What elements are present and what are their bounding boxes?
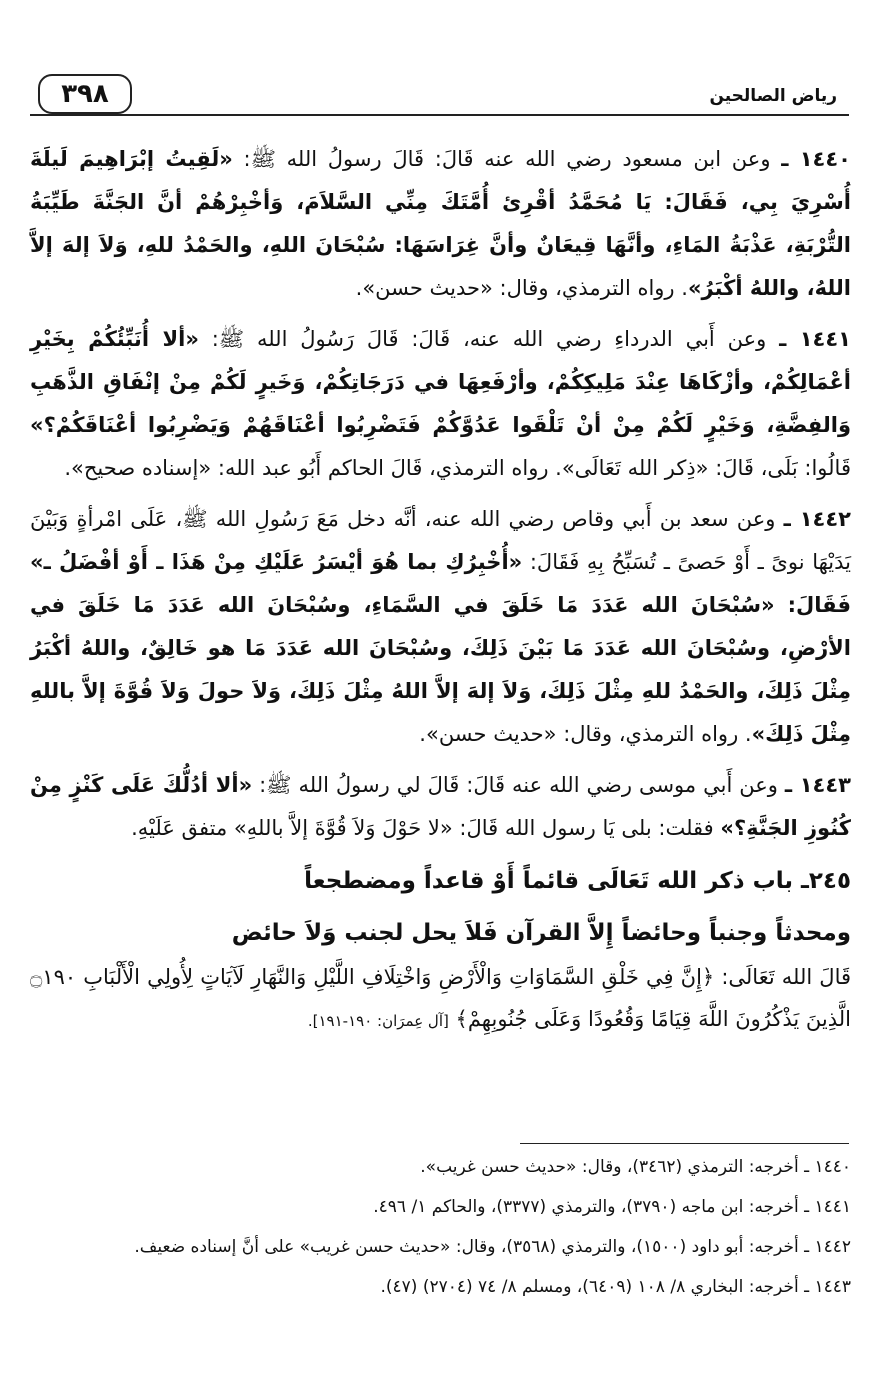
- page-number: ٣٩٨: [38, 74, 132, 114]
- chapter-heading-line-2: ومحدثاً وجنباً وحائضاً إِلاَّ القرآن فَلاَ يحل لجنب وَلاَ حائض: [231, 920, 851, 946]
- hadith-paragraph: [30, 764, 851, 850]
- quran-verse: [30, 956, 851, 1042]
- hadith-tail: فقلت: بلى يَا رسول الله قَالَ: «لا حَوْلَ وَلاَ قُوَّةَ إلاَّ باللهِ» متفق عَلَيْهِ.: [131, 816, 721, 840]
- verse-reference: [آل عِمرَان: ١٩٠-١٩١].: [307, 1012, 449, 1030]
- header-rule: [30, 114, 849, 116]
- footnotes: [30, 1150, 851, 1310]
- footnote: ١٤٤٢ ـ أخرجه: أبو داود (١٥٠٠)، والترمذي (٣٥٦٨)، وقال: «حديث حسن غريب» على أنَّ إسناده ضعيف.: [134, 1237, 851, 1257]
- footnote: ١٤٤٠ ـ أخرجه: الترمذي (٣٤٦٢)، وقال: «حديث حسن غريب».: [420, 1157, 851, 1177]
- verse-intro: قَالَ الله تَعَالَى:: [714, 965, 852, 989]
- hadith-lead: وعن ابن مسعود رضي الله عنه قَالَ: قَالَ رسولُ الله ﷺ:: [232, 147, 771, 171]
- hadith-paragraph: [30, 498, 851, 756]
- footnote-rule: [520, 1143, 849, 1144]
- hadith-quote: «ألا أدُلُّكَ عَلَى كَنْزٍ مِنْ كُنُوزِ الجَنَّةِ؟»: [30, 773, 851, 840]
- footnote: ١٤٤٣ ـ أخرجه: البخاري ٨/ ١٠٨ (٦٤٠٩)، ومسلم ٨/ ٧٤ (٢٧٠٤) (٤٧).: [380, 1277, 851, 1297]
- running-title: رياض الصالحين: [709, 86, 837, 106]
- hadith-number: ١٤٤٢ ـ: [783, 507, 851, 531]
- hadith-lead: وعن أَبي الدرداءِ رضي الله عنه، قَالَ: قَالَ رَسُولُ الله ﷺ:: [198, 327, 767, 351]
- hadith-number: ١٤٤٣ ـ: [784, 773, 851, 797]
- hadith-paragraph: [30, 318, 851, 490]
- hadith-lead: وعن أَبي موسى رضي الله عنه قَالَ: قَالَ لي رسولُ الله ﷺ:: [252, 773, 778, 797]
- page-header: [30, 74, 849, 120]
- hadith-paragraph: [30, 138, 851, 310]
- hadith-quote: «لَقِيتُ إبْرَاهِيمَ لَيلَةَ أُسْرِيَ بِي، فَقَالَ: يَا مُحَمَّدُ أقْرِئ أُمَّتَكَ مِنِّي السَّلاَمَ، وَأخْبِرْهُمْ أنَّ الجَنَّةَ طَيِّبَةُ التُّرْبَةِ، عَذْبَةُ المَاءِ، وأنَّهَا قِيعَانٌ وأنَّ غِرَاسَهَا: سُبْحَانَ اللهِ، والحَمْدُ للهِ، وَلاَ إلهَ إلاَّ اللهُ، واللهُ أكْبَرُ»: [30, 147, 851, 300]
- hadith-quote: «ألا أُنَبِّئُكُمْ بِخَيْرِ أعْمَالِكُمْ، وأزْكَاهَا عِنْدَ مَلِيكِكُمْ، وأرْفَعِهَا في دَرَجَاتِكُمْ، وَخَيرٍ لَكُمْ مِنْ إنْفَاقِ الذَّهَبِ وَالفِضَّةِ، وَخَيْرٍ لَكُمْ مِنْ أنْ تَلْقَوا عَدُوَّكُمْ فَتَضْرِبُوا أعْنَاقَهُمْ وَيَضْرِبُوا أعْنَاقَكُمْ؟»: [30, 327, 851, 437]
- hadith-lead: وعن سعد بن أَبي وقاص رضي الله عنه، أنَّه دخل مَعَ رَسُولِ الله ﷺ، عَلَى امْرأةٍ وَبَيْنَ يَدَيْهَا نوىً ـ أَوْ حَصىً ـ تُسَبِّحُ بِهِ فَقَالَ:: [30, 507, 851, 574]
- hadith-quote: «أُخْبِرُكِ بما هُوَ أيْسَرُ عَلَيْكِ مِنْ هَذَا ـ أَوْ أفْضَلُ ـ» فَقَالَ: «سُبْحَانَ الله عَدَدَ مَا خَلَقَ في السَّمَاءِ، وسُبْحَانَ الله عَدَدَ مَا خَلَقَ في الأرْضِ، وسُبْحَانَ الله عَدَدَ مَا بَيْنَ ذَلِكَ، وسُبْحَانَ الله عَدَدَ مَا هو خَالِقٌ، واللهُ أكْبَرُ مِثْلَ ذَلِكَ، والحَمْدُ للهِ مِثْلَ ذَلِكَ، وَلاَ إلهَ إلاَّ اللهُ مِثْلَ ذَلِكَ، وَلاَ حولَ وَلاَ قُوَّةَ إلاَّ باللهِ مِثْلَ ذَلِكَ»: [30, 550, 851, 746]
- hadith-number: ١٤٤٠ ـ: [781, 147, 851, 171]
- verse-text: ﴿إِنَّ فِي خَلْقِ السَّمَاوَاتِ وَالْأَرْضِ وَاخْتِلَافِ اللَّيْلِ وَالنَّهَارِ لَآيَاتٍ لِأُولِي الْأَلْبَابِ ۝١٩٠ الَّذِينَ يَذْكُرُونَ اللَّهَ قِيَامًا وَقُعُودًا وَعَلَى جُنُوبِهِمْ﴾: [30, 965, 851, 1031]
- footnote: ١٤٤١ ـ أخرجه: ابن ماجه (٣٧٩٠)، والترمذي (٣٣٧٧)، والحاكم ١/ ٤٩٦.: [373, 1197, 851, 1217]
- hadith-tail: . رواه الترمذي، وقال: «حديث حسن».: [419, 722, 752, 746]
- hadith-tail: . رواه الترمذي، وقال: «حديث حسن».: [355, 276, 688, 300]
- hadith-number: ١٤٤١ ـ: [779, 327, 851, 351]
- hadith-tail: قَالُوا: بَلَى، قَالَ: «ذِكر الله تَعَالَى». رواه الترمذي، قَالَ الحاكم أَبُو عبد الله: «إسناده صحيح».: [64, 456, 851, 480]
- chapter-heading-line-1: ٢٤٥ـ باب ذكر الله تَعَالَى قائماً أَوْ قاعداً ومضطجعاً: [304, 868, 851, 894]
- page-body: [30, 138, 851, 1042]
